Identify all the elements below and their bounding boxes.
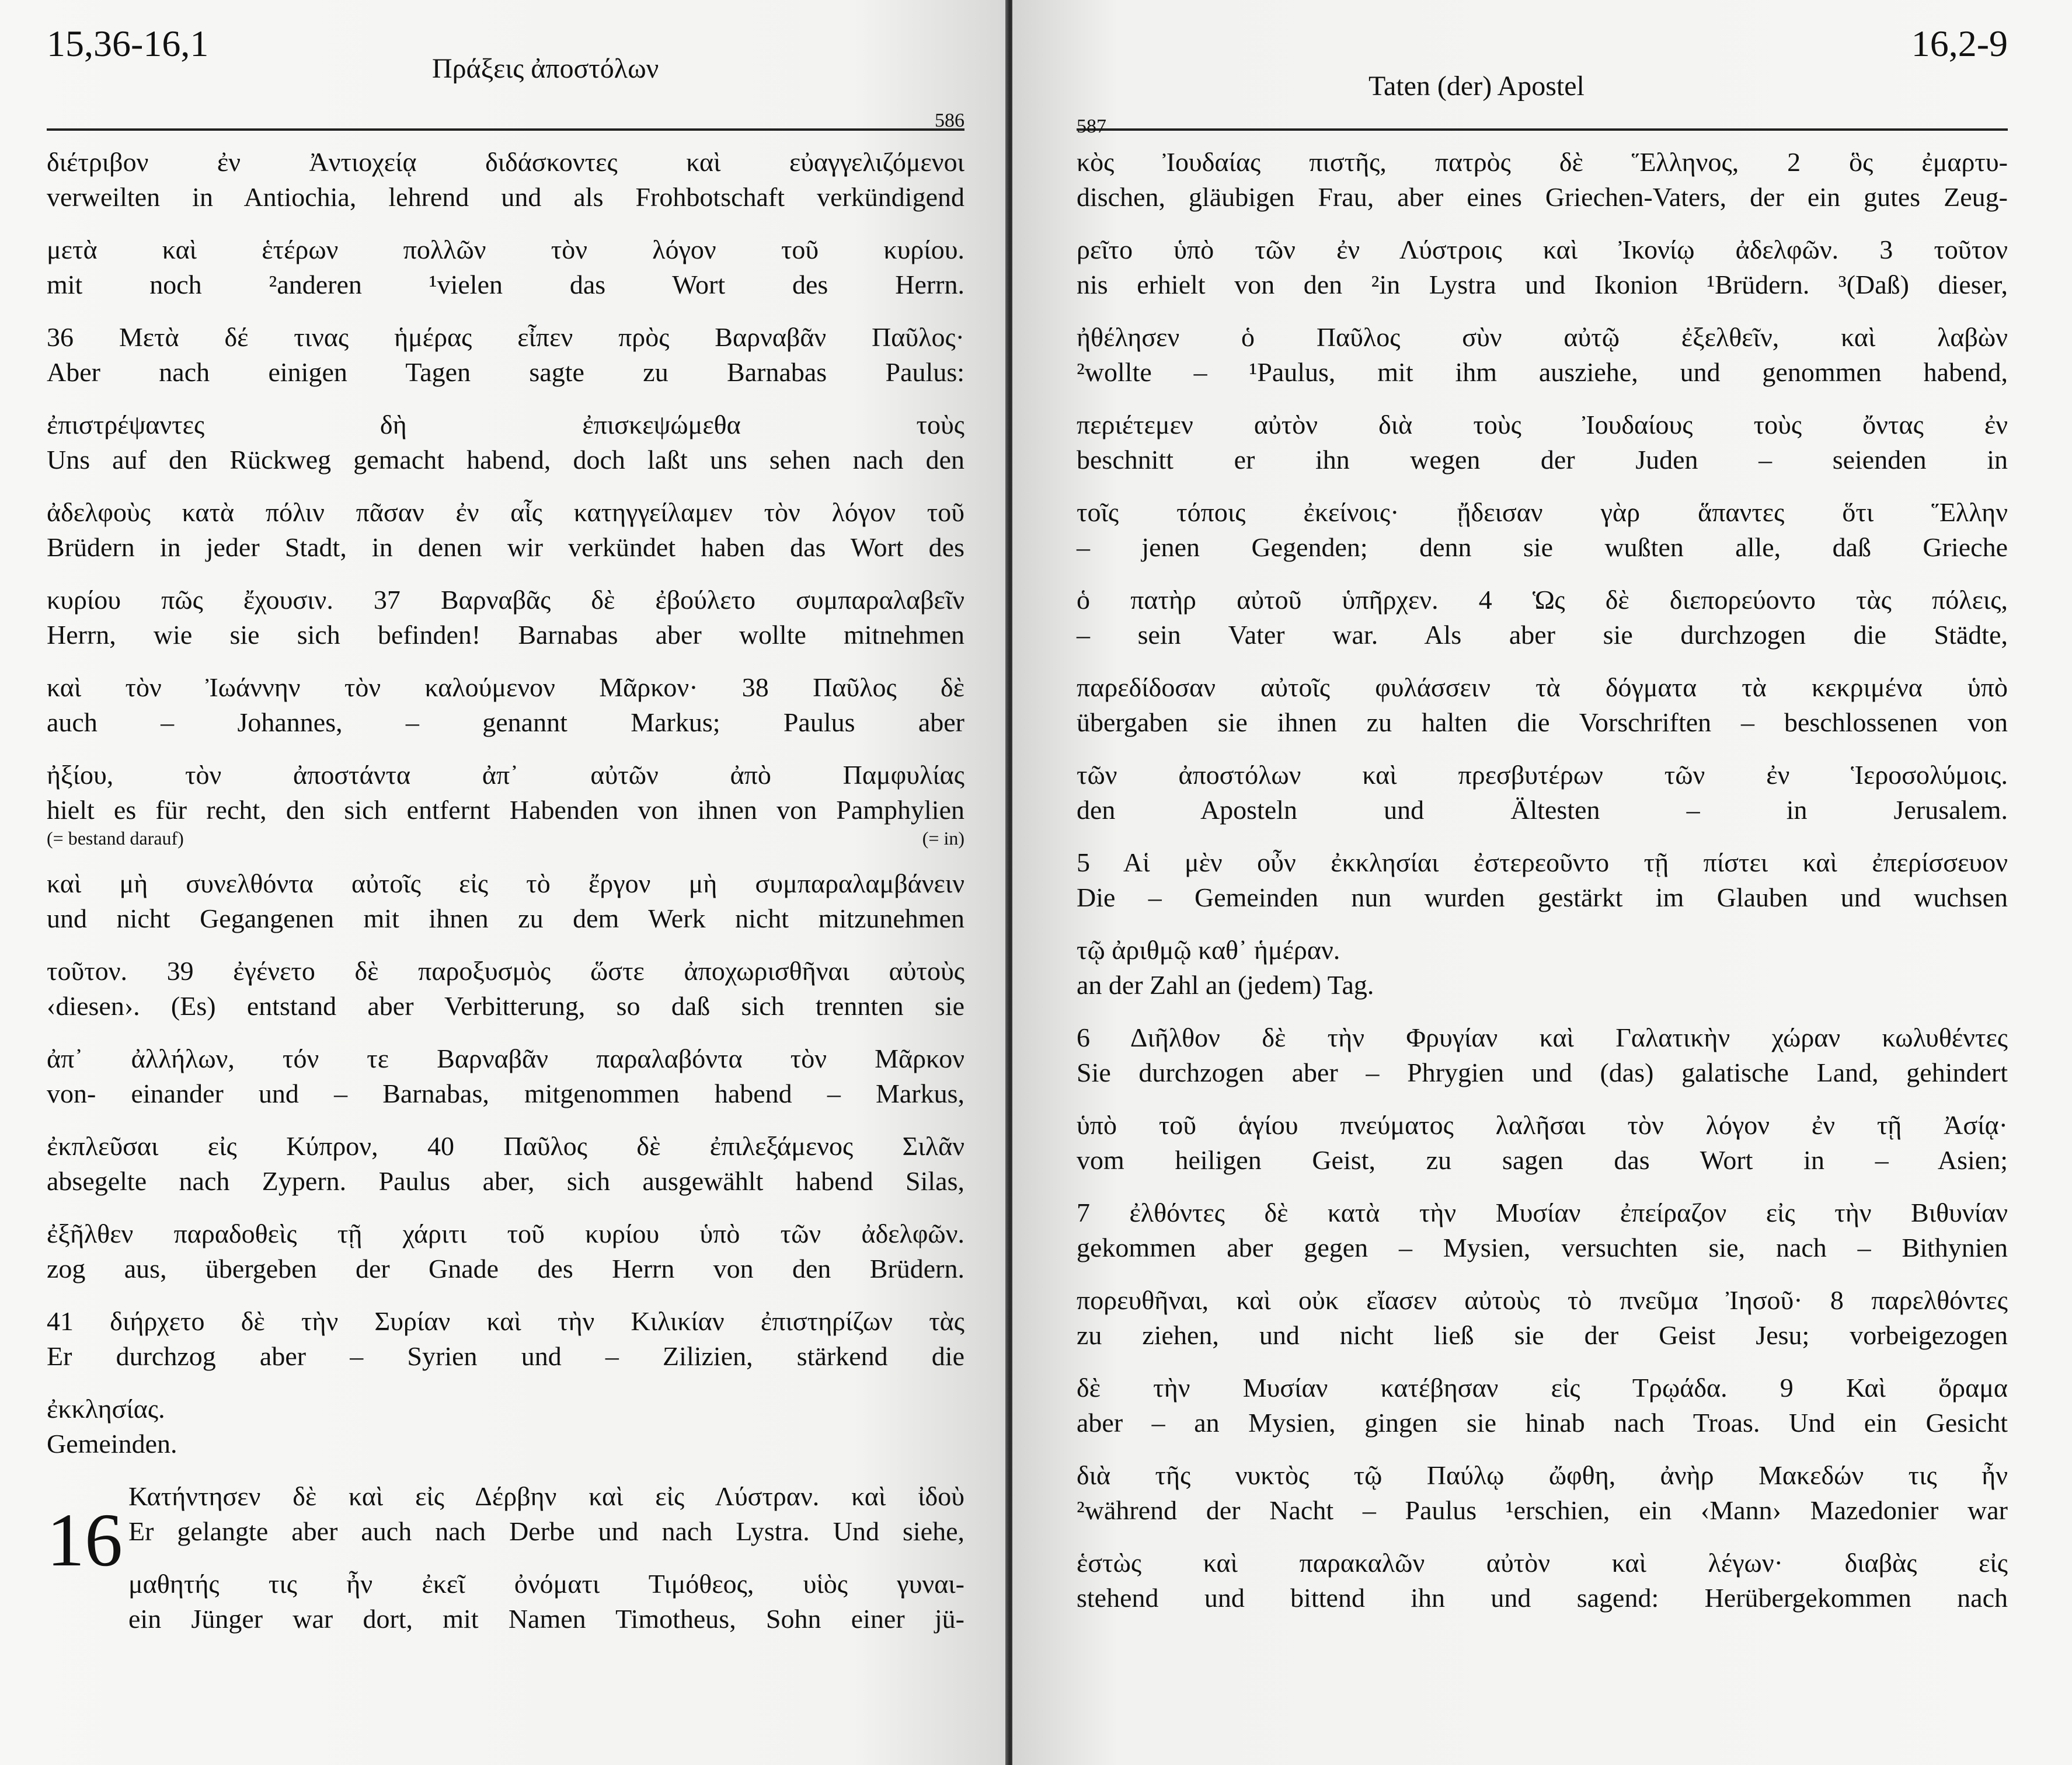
greek-line: ἀπ᾽ ἀλλήλων, τόν τε Βαρναβᾶν παραλαβόντα τὸν Μᾶρκον <box>47 1044 964 1073</box>
interlinear-line-pair <box>47 1304 964 1374</box>
interlinear-line-pair <box>1077 1108 2008 1178</box>
german-line: ²während der Nacht – Paulus ¹erschien, ein ‹Mann› Mazedonier war <box>1077 1495 2008 1525</box>
chapter-16-block <box>47 1479 964 1654</box>
interlinear-line-pair <box>1077 407 2008 477</box>
interlinear-line-pair <box>128 1479 964 1549</box>
german-line: Uns auf den Rückweg gemacht habend, doch laßt uns sehen nach den <box>47 445 964 475</box>
left-page <box>0 0 1005 1765</box>
interlinear-line-pair <box>47 758 964 849</box>
german-line: zog aus, übergeben der Gnade des Herrn von den Brüdern. <box>47 1254 964 1283</box>
german-line: Er gelangte aber auch nach Derbe und nach Lystra. Und siehe, <box>128 1516 964 1546</box>
german-line: mit noch ²anderen ¹vielen das Wort des Herrn. <box>47 270 964 299</box>
greek-line: 36 Μετὰ δέ τινας ἡμέρας εἶπεν πρὸς Βαρναβᾶν Παῦλος· <box>47 322 964 352</box>
greek-line: μετὰ καὶ ἑτέρων πολλῶν τὸν λόγον τοῦ κυρίου. <box>47 235 964 264</box>
interlinear-line-pair <box>1077 845 2008 915</box>
german-line: Brüdern in jeder Stadt, in denen wir verkündet haben das Wort des <box>47 532 964 562</box>
left-page-header <box>47 12 964 131</box>
greek-line: παρεδίδοσαν αὐτοῖς φυλάσσειν τὰ δόγματα τὰ κεκριμένα ὑπὸ <box>1077 672 2008 702</box>
interlinear-line-pair <box>47 232 964 302</box>
german-line: ²wollte – ¹Paulus, mit ihm ausziehe, und genommen habend, <box>1077 357 2008 387</box>
german-line: aber – an Mysien, gingen sie hinab nach Troas. Und ein Gesicht <box>1077 1408 2008 1438</box>
german-line: von- einander und – Barnabas, mitgenommen habend – Markus, <box>47 1079 964 1108</box>
greek-line: 7 ἐλθόντες δὲ κατὰ τὴν Μυσίαν ἐπείραζον εἰς τὴν Βιθυνίαν <box>1077 1198 2008 1227</box>
interlinear-line-pair <box>1077 1546 2008 1616</box>
german-line: Gemeinden. <box>47 1429 177 1459</box>
interlinear-line-pair <box>1077 1020 2008 1090</box>
greek-line: ἐκκλησίας. <box>47 1394 165 1424</box>
interlinear-line-pair <box>1077 232 2008 302</box>
interlinear-line-pair <box>1077 1283 2008 1353</box>
interlinear-line-pair <box>1077 145 2008 215</box>
greek-line: κὸς Ἰουδαίας πιστῆς, πατρὸς δὲ Ἕλληνος, 2 ὃς ἐμαρτυ- <box>1077 147 2008 177</box>
right-interlinear-text <box>1077 145 2008 1616</box>
interlinear-line-pair <box>1077 582 2008 653</box>
greek-line: 6 Διῆλθον δὲ τὴν Φρυγίαν καὶ Γαλατικὴν χώραν κωλυθέντες <box>1077 1023 2008 1052</box>
german-line: übergaben sie ihnen zu halten die Vorschriften – beschlossenen von <box>1077 707 2008 737</box>
greek-line: τῶν ἀποστόλων καὶ πρεσβυτέρων τῶν ἐν Ἱεροσολύμοις. <box>1077 760 2008 790</box>
greek-line: ἀδελφοὺς κατὰ πόλιν πᾶσαν ἐν αἷς κατηγγείλαμεν τὸν λόγον τοῦ <box>47 497 964 527</box>
german-line: vom heiligen Geist, zu sagen das Wort in – Asien; <box>1077 1145 2008 1175</box>
right-page <box>1012 0 2072 1765</box>
german-line: gekommen aber gegen – Mysien, versuchten sie, nach – Bithynien <box>1077 1233 2008 1262</box>
note-text: (= in) <box>922 828 964 849</box>
greek-line: δὲ τὴν Μυσίαν κατέβησαν εἰς Τρῳάδα. 9 Καὶ ὅραμα <box>1077 1373 2008 1403</box>
interlinear-line-pair <box>1077 320 2008 390</box>
greek-line: ὑπὸ τοῦ ἁγίου πνεύματος λαλῆσαι τὸν λόγον ἐν τῇ Ἀσίᾳ· <box>1077 1110 2008 1140</box>
interlinear-line-pair <box>47 1391 964 1461</box>
chapter-16-lines <box>128 1479 964 1654</box>
greek-line: διὰ τῆς νυκτὸς τῷ Παύλῳ ὤφθη, ἀνὴρ Μακεδών τις ἦν <box>1077 1460 2008 1490</box>
german-line: verweilten in Antiochia, lehrend und als Frohbotschaft verkündigend <box>47 182 964 212</box>
german-line: stehend und bittend ihn und sagend: Herübergekommen nach <box>1077 1583 2008 1613</box>
interlinear-line-pair <box>47 1041 964 1111</box>
german-line: Aber nach einigen Tagen sagte zu Barnabas Paulus: <box>47 357 964 387</box>
german-line: Herrn, wie sie sich befinden! Barnabas aber wollte mitnehmen <box>47 620 964 650</box>
interlinear-line-pair <box>1077 670 2008 740</box>
german-line: – sein Vater war. Als aber sie durchzogen die Städte, <box>1077 620 2008 650</box>
greek-line: περιέτεμεν αὐτὸν διὰ τοὺς Ἰουδαίους τοὺς ὄντας ἐν <box>1077 410 2008 439</box>
right-page-header <box>1077 12 2008 137</box>
greek-line: ὁ πατὴρ αὐτοῦ ὑπῆρχεν. 4 Ὡς δὲ διεπορεύοντο τὰς πόλεις, <box>1077 585 2008 615</box>
german-line: beschnitt er ihn wegen der Juden – seienden in <box>1077 445 2008 475</box>
interlinear-line-pair <box>1077 1458 2008 1528</box>
translation-note <box>47 828 964 849</box>
german-line: hielt es für recht, den sich entfernt Habenden von ihnen von Pamphylien <box>47 795 964 825</box>
greek-line: πορευθῆναι, καὶ οὐκ εἴασεν αὐτοὺς τὸ πνεῦμα Ἰησοῦ· 8 παρελθόντες <box>1077 1285 2008 1315</box>
greek-line: τοῖς τόποις ἐκείνοις· ᾔδεισαν γὰρ ἅπαντες ὅτι Ἕλλην <box>1077 497 2008 527</box>
german-line: an der Zahl an (jedem) Tag. <box>1077 970 1374 1000</box>
right-page-number: 587 <box>1077 116 1106 137</box>
german-line: und nicht Gegangenen mit ihnen zu dem Werk nicht mitzunehmen <box>47 904 964 933</box>
german-line: nis erhielt von den ²in Lystra und Ikonion ¹Brüdern. ³(Daß) dieser, <box>1077 270 2008 299</box>
greek-line: τῷ ἀριθμῷ καθ᾽ ἡμέραν. <box>1077 935 1340 965</box>
greek-line: 5 Αἱ μὲν οὖν ἐκκλησίαι ἐστερεοῦντο τῇ πίστει καὶ ἐπερίσσευον <box>1077 847 2008 877</box>
interlinear-line-pair <box>47 1216 964 1286</box>
interlinear-line-pair <box>47 582 964 653</box>
german-line: zu ziehen, und nicht ließ sie der Geist Jesu; vorbeigezogen <box>1077 1320 2008 1350</box>
german-line: absegelte nach Zypern. Paulus aber, sich ausgewählt habend Silas, <box>47 1166 964 1196</box>
greek-line: ἐξῆλθεν παραδοθεὶς τῇ χάριτι τοῦ κυρίου ὑπὸ τῶν ἀδελφῶν. <box>47 1219 964 1248</box>
right-verse-reference: 16,2-9 <box>1911 23 2008 64</box>
german-line: Er durchzog aber – Syrien und – Zilizien, stärkend die <box>47 1341 964 1371</box>
interlinear-line-pair <box>1077 758 2008 828</box>
german-line: – jenen Gegenden; denn sie wußten alle, daß Grieche <box>1077 532 2008 562</box>
german-line: dischen, gläubigen Frau, aber eines Griechen-Vaters, der ein gutes Zeug- <box>1077 182 2008 212</box>
left-page-number: 586 <box>935 110 964 131</box>
interlinear-line-pair <box>1077 495 2008 565</box>
greek-line: καὶ τὸν Ἰωάννην τὸν καλούμενον Μᾶρκον· 38 Παῦλος δὲ <box>47 672 964 702</box>
greek-line: Κατήντησεν δὲ καὶ εἰς Δέρβην καὶ εἰς Λύστραν. καὶ ἰδοὺ <box>128 1481 964 1511</box>
interlinear-line-pair <box>47 1129 964 1199</box>
note-text: (= bestand darauf) <box>47 828 184 849</box>
german-line: ein Jünger war dort, mit Namen Timotheus, Sohn einer jü- <box>128 1604 964 1634</box>
greek-line: μαθητής τις ἦν ἐκεῖ ὀνόματι Τιμόθεος, υἱὸς γυναι- <box>128 1569 964 1599</box>
interlinear-line-pair <box>47 320 964 390</box>
interlinear-line-pair <box>47 670 964 740</box>
greek-line: ρεῖτο ὑπὸ τῶν ἐν Λύστροις καὶ Ἰκονίῳ ἀδελφῶν. 3 τοῦτον <box>1077 235 2008 264</box>
greek-line: ἠξίου, τὸν ἀποστάντα ἀπ᾽ αὐτῶν ἀπὸ Παμφυλίας <box>47 760 964 790</box>
greek-line: διέτριβον ἐν Ἀντιοχείᾳ διδάσκοντες καὶ εὐαγγελιζόμενοι <box>47 147 964 177</box>
greek-line: ἐπιστρέψαντες δὴ ἐπισκεψώμεθα τοὺς <box>47 410 964 439</box>
german-line: den Aposteln und Ältesten – in Jerusalem. <box>1077 795 2008 825</box>
greek-line: ἑστὼς καὶ παρακαλῶν αὐτὸν καὶ λέγων· διαβὰς εἰς <box>1077 1548 2008 1578</box>
german-line: Die – Gemeinden nun wurden gestärkt im Glauben und wuchsen <box>1077 882 2008 912</box>
right-running-title: Taten (der) Apostel <box>1368 71 1585 102</box>
greek-line: ἐκπλεῦσαι εἰς Κύπρον, 40 Παῦλος δὲ ἐπιλεξάμενος Σιλᾶν <box>47 1131 964 1161</box>
german-line: Sie durchzogen aber – Phrygien und (das) galatische Land, gehindert <box>1077 1058 2008 1087</box>
greek-line: καὶ μὴ συνελθόντα αὐτοῖς εἰς τὸ ἔργον μὴ συμπαραλαμβάνειν <box>47 868 964 898</box>
interlinear-line-pair <box>47 495 964 565</box>
interlinear-line-pair <box>128 1567 964 1637</box>
interlinear-line-pair <box>47 145 964 215</box>
greek-line: 41 διήρχετο δὲ τὴν Συρίαν καὶ τὴν Κιλικίαν ἐπιστηρίζων τὰς <box>47 1306 964 1336</box>
greek-line: ἠθέλησεν ὁ Παῦλος σὺν αὐτῷ ἐξελθεῖν, καὶ λαβὼν <box>1077 322 2008 352</box>
left-running-title: Πράξεις ἀποστόλων <box>432 53 659 84</box>
greek-line: κυρίου πῶς ἔχουσιν. 37 Βαρναβᾶς δὲ ἐβούλετο συμπαραλαβεῖν <box>47 585 964 615</box>
left-verse-reference: 15,36-16,1 <box>47 23 209 64</box>
interlinear-line-pair <box>1077 933 2008 1003</box>
german-line: auch – Johannes, – genannt Markus; Paulus aber <box>47 707 964 737</box>
chapter-number: 16 <box>47 1498 123 1582</box>
interlinear-line-pair <box>1077 1195 2008 1265</box>
interlinear-line-pair <box>1077 1370 2008 1440</box>
interlinear-line-pair <box>47 407 964 477</box>
greek-line: τοῦτον. 39 ἐγένετο δὲ παροξυσμὸς ὥστε ἀποχωρισθῆναι αὐτοὺς <box>47 956 964 986</box>
german-line: ‹diesen›. (Es) entstand aber Verbitterung, so daß sich trennten sie <box>47 991 964 1021</box>
left-interlinear-text <box>47 145 964 1461</box>
interlinear-line-pair <box>47 954 964 1024</box>
interlinear-line-pair <box>47 866 964 936</box>
